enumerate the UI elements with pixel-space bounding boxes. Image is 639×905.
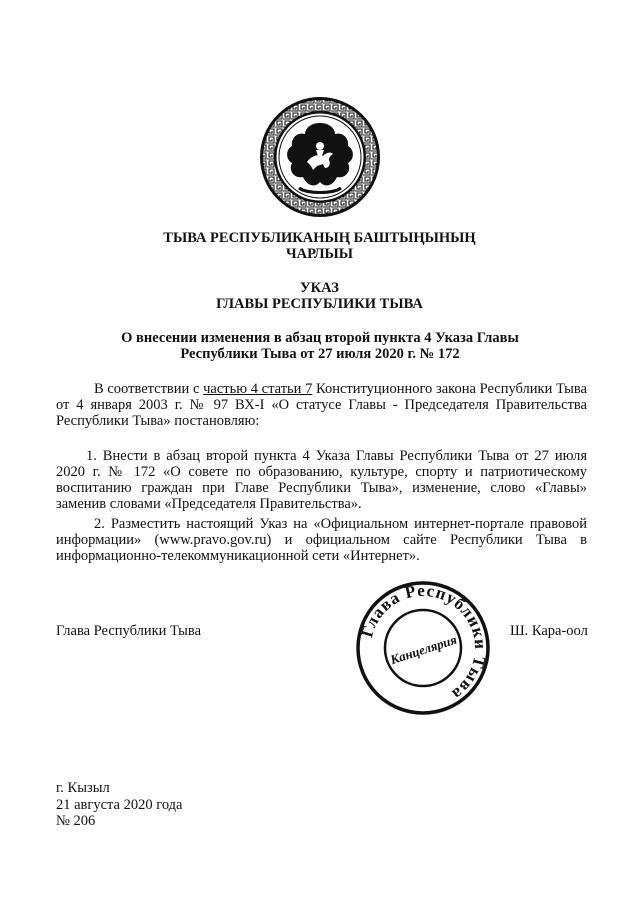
document-footer <box>56 780 182 830</box>
issuer-title-tyva-line2: ЧАРЛЫЫ <box>285 246 354 262</box>
signatory-name: Ш. Кара-оол <box>510 623 588 639</box>
preamble-text-start: В соответствии с <box>94 381 204 397</box>
issuer-title-tyva <box>100 230 539 262</box>
preamble-text-end: Конституционного закона Республики Тыва от 4 января 2003 г. № 97 ВХ-I «О статусе Главы - Председателя Правительства Республики Тыва» постановляю: <box>56 381 587 429</box>
decree-item-2: 2. Разместить настоящий Указ на «Официальном интернет-портале правовой информации» (www.pravo.gov.ru) и официальном сайте Республики Тыва в информационно-телекоммуникационной сети «Интернет». <box>56 516 587 564</box>
decree-item-1: 1. Внести в абзац второй пункта 4 Указа Главы Республики Тыва от 27 июля 2020 г. № 172 «О совете по образованию, культуре, спорту и патриотическому воспитанию граждан при Главе Республики Тыва», изменение, слово «Главы» заменив словами «Председателя Правительства». <box>56 448 587 512</box>
document-title <box>100 280 539 312</box>
stamp-ring-text: Глава Республики Тыва <box>357 580 491 705</box>
issue-city: г. Кызыл <box>56 780 110 796</box>
law-article-link[interactable]: частью 4 статьи 7 <box>203 381 313 397</box>
signatory-title: Глава Республики Тыва <box>56 623 202 639</box>
document-type: УКАЗ <box>300 280 339 296</box>
document-subject <box>80 330 560 362</box>
document-subject-line1: О внесении изменения в абзац второй пункта 4 Указа Главы <box>121 330 519 346</box>
office-stamp-icon <box>355 580 491 716</box>
document-subject-line2: Республики Тыва от 27 июля 2020 г. № 172 <box>180 346 460 362</box>
document-issuer: ГЛАВЫ РЕСПУБЛИКИ ТЫВА <box>216 296 423 312</box>
tuva-emblem-icon <box>259 96 381 218</box>
issue-date: 21 августа 2020 года <box>56 796 183 813</box>
issuer-title-tyva-line1: ТЫВА РЕСПУБЛИКАНЫҢ БАШТЫҢЫНЫҢ <box>163 230 476 246</box>
document-number: № 206 <box>56 813 96 829</box>
preamble-paragraph <box>56 381 587 429</box>
stamp-center-text: Канцелярия <box>388 631 459 668</box>
